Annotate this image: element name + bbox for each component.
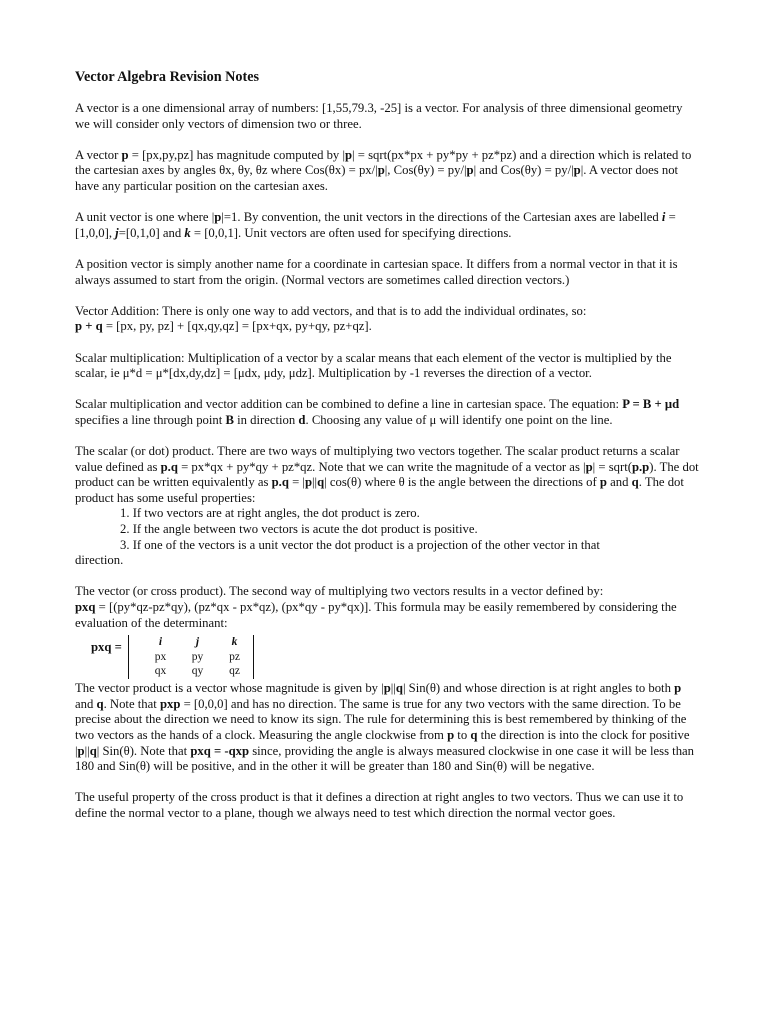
paragraph-line-equation: Scalar multiplication and vector addition can be combined to define a line in cartesian space. The equation: P = B + μd specifies a line through point B in direction d. Choosing any value of μ will identify one point on the line. (75, 397, 680, 427)
matrix-cell: pz (229, 650, 240, 663)
matrix-cell: qx (154, 665, 167, 678)
paragraph-dot-product: The scalar (or dot) product. There are two ways of multiplying two vectors together. The scalar product returns a scalar value defined as p.q = px*qx + py*qy + pz*qz. Note that we can write the magnitude of a vector as |p| = sqrt(p.p). The dot product can be written equivalently as p.q = |p||q| cos(θ) where θ is the angle between the directions of p and q. The dot product has some useful properties: (75, 444, 699, 505)
paragraph-scalar-multiplication: Scalar multiplication: Multiplication of a vector by a scalar means that each element of the vector is multiplied by the scalar, ie μ*d = μ*[dx,dy,dz] = [μdx, μdy, μdz]. Multiplication by -1 reverses the direction of a vector. (75, 350, 672, 381)
matrix-cell: qy (191, 665, 204, 678)
paragraph-unit-vector: A unit vector is one where |p|=1. By convention, the unit vectors in the directions of the Cartesian axes are labelled i = [1,0,0], j=[0,1,0] and k = [0,0,1]. Unit vectors are often used for specifying directions. (75, 210, 676, 240)
matrix-cell: i (158, 636, 163, 649)
list-item: 2. If the angle between two vectors is acute the dot product is positive. (120, 522, 478, 537)
page-title: Vector Algebra Revision Notes (75, 69, 260, 85)
determinant-row-q (142, 664, 253, 679)
determinant-left-bar (128, 635, 129, 679)
determinant-matrix (142, 635, 253, 679)
determinant-label: pxq = (91, 640, 122, 655)
matrix-cell: j (195, 636, 200, 649)
matrix-cell: px (154, 650, 167, 663)
determinant-right-bar (253, 635, 254, 679)
matrix-cell: k (231, 636, 238, 649)
paragraph-cross-product-usefulness: The useful property of the cross product is that it defines a direction at right angles to two vectors. Thus we can use it to define the normal vector to a plane, though we always need to test which direction the normal vector goes. (75, 790, 684, 820)
determinant-row-unit-vectors (142, 635, 253, 650)
determinant-row-p (142, 650, 253, 665)
list-item: 1. If two vectors are at right angles, the dot product is zero. (120, 506, 420, 521)
paragraph-vector-addition: Vector Addition: There is only one way to add vectors, and that is to add the individual ordinates, so: p + q = [px, py, pz] + [qx,qy,qz] = [px+qx, py+qy, pz+qz]. (75, 303, 587, 334)
determinant-block (75, 635, 700, 681)
matrix-cell: py (191, 650, 204, 663)
matrix-cell: qz (229, 665, 240, 678)
paragraph-magnitude: A vector p = [px,py,pz] has magnitude computed by |p| = sqrt(px*px + py*py + pz*pz) and a direction which is related to the cartesian axes by angles θx, θy, θz where Cos(θx) = px/|p|, Cos(θy) = py/|p| and Cos(θy) = py/|p|. A vector does not have any particular position on the cartesian axes. (75, 147, 692, 193)
list-item: 3. If one of the vectors is a unit vector the dot product is a projection of the other vector in that (120, 537, 600, 552)
paragraph-vector-product-magnitude: The vector product is a vector whose magnitude is given by |p||q| Sin(θ) and whose direction is at right angles to both p and q. Note that pxp = [0,0,0] and has no direction. The same is true for any two vectors with the same direction. To be precise about the direction we need to know its sign. The rule for determining this is best remembered by thinking of the two vectors as the hands of a clock. Measuring the angle clockwise from p to q the direction is into the clock for positive |p||q| Sin(θ). Note that pxq = -qxp since, providing the angle is always measured clockwise in one case it will be less than 180 and Sin(θ) will be positive, and in the other it will be greater than 180 and Sin(θ) will be negative. (75, 681, 695, 774)
list-continuation: direction. (75, 553, 124, 568)
paragraph-cross-product: The vector (or cross product). The second way of multiplying two vectors results in a vector defined by: pxq = [(py*qz-pz*qy), (pz*qx - px*qz), (px*qy - py*qx)]. This formula may be easily remembered by considering the evaluation of the determinant: (75, 584, 677, 630)
paragraph-position-vector: A position vector is simply another name for a coordinate in cartesian space. It differs from a normal vector in that it is always assumed to start from the origin. (Normal vectors are sometimes called direction vectors.) (75, 256, 678, 287)
dot-product-properties-list (75, 506, 700, 553)
paragraph-vector-definition: A vector is a one dimensional array of numbers: [1,55,79.3, -25] is a vector. For analysis of three dimensional geometry we will consider only vectors of dimension two or three. (75, 101, 683, 131)
document-body (75, 69, 700, 837)
